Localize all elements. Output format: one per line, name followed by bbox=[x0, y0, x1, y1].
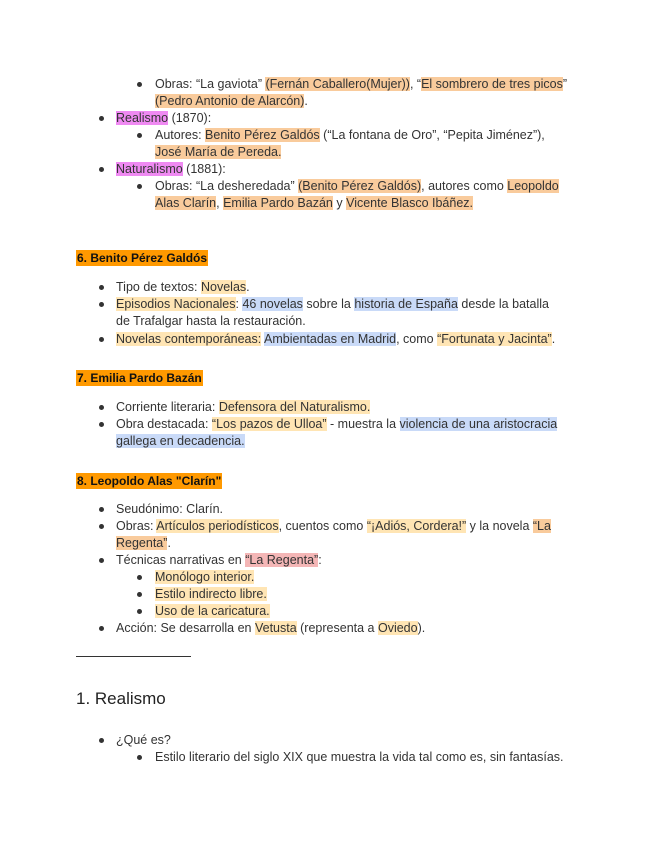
text-run: Tipo de textos: bbox=[116, 280, 201, 294]
text-run: desde la batalla bbox=[457, 297, 549, 311]
text-run: , bbox=[216, 196, 224, 210]
list-item bbox=[116, 732, 171, 749]
bullet bbox=[137, 575, 142, 580]
list-item bbox=[116, 416, 557, 433]
text-run: Obra destacada: bbox=[116, 417, 212, 431]
text-run: Obras: “La desheredada” bbox=[155, 179, 299, 193]
bullet bbox=[99, 524, 104, 529]
text-run: (representa a bbox=[296, 621, 378, 635]
list-item bbox=[155, 586, 267, 603]
list-item bbox=[155, 569, 254, 586]
text-run: Acción: Se desarrolla en bbox=[116, 621, 255, 635]
text-run: y la novela bbox=[466, 519, 533, 533]
text-run: ” bbox=[257, 77, 266, 91]
text-run: Obras: bbox=[116, 519, 157, 533]
horizontal-rule bbox=[76, 656, 191, 657]
highlighted-text: Alas Clarín bbox=[155, 196, 217, 210]
highlighted-text: “Fortunata y Jacinta” bbox=[437, 332, 552, 346]
list-item bbox=[155, 178, 559, 195]
highlighted-text: Emilia Pardo Bazán bbox=[223, 196, 333, 210]
bullet bbox=[99, 167, 104, 172]
bullet bbox=[99, 285, 104, 290]
list-item bbox=[155, 749, 564, 766]
list-item bbox=[116, 110, 211, 127]
list-item-cont bbox=[116, 433, 245, 450]
list-item bbox=[116, 161, 226, 178]
bullet bbox=[137, 755, 142, 760]
text-run: (“La fontana de Oro”, “Pepita Jiménez”), bbox=[319, 128, 545, 142]
highlighted-text: Monólogo interior. bbox=[155, 570, 255, 584]
text-run: : bbox=[318, 553, 322, 567]
highlighted-text: (Fernán Caballero(Mujer)) bbox=[265, 77, 410, 91]
list-item bbox=[116, 399, 370, 416]
highlighted-text: Estilo indirecto libre. bbox=[155, 587, 267, 601]
highlighted-text: 46 novelas bbox=[242, 297, 303, 311]
bullet bbox=[99, 558, 104, 563]
text-run: , “ bbox=[409, 77, 422, 91]
list-item bbox=[116, 552, 322, 569]
text-run: Obras: “ bbox=[155, 77, 201, 91]
highlighted-text: Novelas contemporáneas: bbox=[116, 332, 262, 346]
highlighted-text: violencia de una aristocracia bbox=[399, 417, 558, 431]
section-heading-6: 6. Benito Pérez Galdós bbox=[77, 251, 208, 265]
bullet bbox=[99, 302, 104, 307]
highlighted-text: Episodios Nacionales bbox=[116, 297, 236, 311]
section-heading-7: 7. Emilia Pardo Bazán bbox=[77, 371, 202, 385]
list-item bbox=[116, 331, 555, 348]
highlighted-text: gallega en decadencia. bbox=[116, 434, 245, 448]
text-run: , como bbox=[396, 332, 438, 346]
highlighted-text: “La bbox=[532, 519, 551, 533]
highlighted-text: “La Regenta” bbox=[245, 553, 319, 567]
bullet bbox=[99, 422, 104, 427]
list-item bbox=[116, 518, 551, 535]
highlighted-text: “¡Adiós, Cordera!” bbox=[366, 519, 467, 533]
highlighted-text: Artículos periodísticos bbox=[156, 519, 279, 533]
text-run: de Trafalgar hasta la restauración. bbox=[116, 314, 306, 328]
bullet bbox=[99, 337, 104, 342]
text-run: . bbox=[246, 280, 250, 294]
highlighted-text: Novelas bbox=[201, 280, 247, 294]
list-item bbox=[116, 279, 250, 296]
text-run: (1870): bbox=[168, 111, 212, 125]
highlighted-text: El sombrero de tres picos bbox=[421, 77, 563, 91]
text-run: . bbox=[304, 94, 308, 108]
bullet bbox=[137, 184, 142, 189]
highlighted-text: Oviedo bbox=[377, 621, 418, 635]
highlighted-text: Benito Pérez Galdós bbox=[205, 128, 320, 142]
text-run: sobre la bbox=[302, 297, 355, 311]
text-run: , autores como bbox=[421, 179, 508, 193]
list-item-cont bbox=[116, 313, 306, 330]
list-item bbox=[116, 620, 425, 637]
highlighted-text: José María de Pereda. bbox=[155, 145, 282, 159]
bullet bbox=[137, 82, 142, 87]
bullet bbox=[99, 626, 104, 631]
text-run: ” bbox=[562, 77, 567, 91]
list-item-cont bbox=[155, 144, 281, 161]
text-run: ¿Qué es? bbox=[116, 733, 171, 747]
bullet bbox=[99, 116, 104, 121]
text-run: Estilo literario del siglo XIX que muestra la vida tal como es, sin fantasías. bbox=[155, 750, 564, 764]
bullet bbox=[137, 609, 142, 614]
highlighted-text: historia de España bbox=[354, 297, 458, 311]
highlighted-text: Vicente Blasco Ibáñez. bbox=[346, 196, 474, 210]
list-item bbox=[116, 296, 549, 313]
text-run: Seudónimo: Clarín. bbox=[116, 502, 224, 516]
highlighted-text: Vetusta bbox=[254, 621, 297, 635]
list-item bbox=[155, 76, 567, 93]
highlighted-text: Ambientadas en Madrid bbox=[264, 332, 397, 346]
page-heading: 1. Realismo bbox=[76, 689, 166, 708]
highlighted-text: Leopoldo bbox=[507, 179, 559, 193]
bullet bbox=[99, 405, 104, 410]
highlighted-text: Regenta” bbox=[116, 536, 168, 550]
highlighted-text: Realismo bbox=[116, 111, 169, 125]
bullet bbox=[137, 133, 142, 138]
text-run: y bbox=[332, 196, 347, 210]
highlighted-text: (Benito Pérez Galdós) bbox=[298, 179, 422, 193]
highlighted-text: Naturalismo bbox=[116, 162, 183, 176]
text-run: La gaviota bbox=[200, 77, 258, 91]
highlighted-text: Defensora del Naturalismo. bbox=[218, 400, 371, 414]
highlighted-text: Uso de la caricatura. bbox=[155, 604, 270, 618]
list-item bbox=[116, 501, 223, 518]
text-run: (1881): bbox=[182, 162, 226, 176]
list-item-cont bbox=[155, 195, 473, 212]
highlighted-text: “Los pazos de Ulloa” bbox=[211, 417, 327, 431]
bullet bbox=[137, 592, 142, 597]
list-item bbox=[155, 127, 545, 144]
text-run: ). bbox=[417, 621, 426, 635]
section-heading-8: 8. Leopoldo Alas "Clarín" bbox=[77, 474, 222, 488]
text-run: , cuentos como bbox=[278, 519, 367, 533]
text-run: . bbox=[167, 536, 171, 550]
bullet bbox=[99, 507, 104, 512]
list-item-cont bbox=[116, 535, 171, 552]
list-item-cont bbox=[155, 93, 308, 110]
highlighted-text: (Pedro Antonio de Alarcón) bbox=[155, 94, 305, 108]
text-run: - muestra la bbox=[326, 417, 400, 431]
text-run: Autores: bbox=[155, 128, 206, 142]
list-item bbox=[155, 603, 270, 620]
text-run: . bbox=[551, 332, 556, 346]
text-run: Técnicas narrativas en bbox=[116, 553, 246, 567]
bullet bbox=[99, 738, 104, 743]
text-run: : bbox=[235, 297, 243, 311]
text-run: Corriente literaria: bbox=[116, 400, 219, 414]
